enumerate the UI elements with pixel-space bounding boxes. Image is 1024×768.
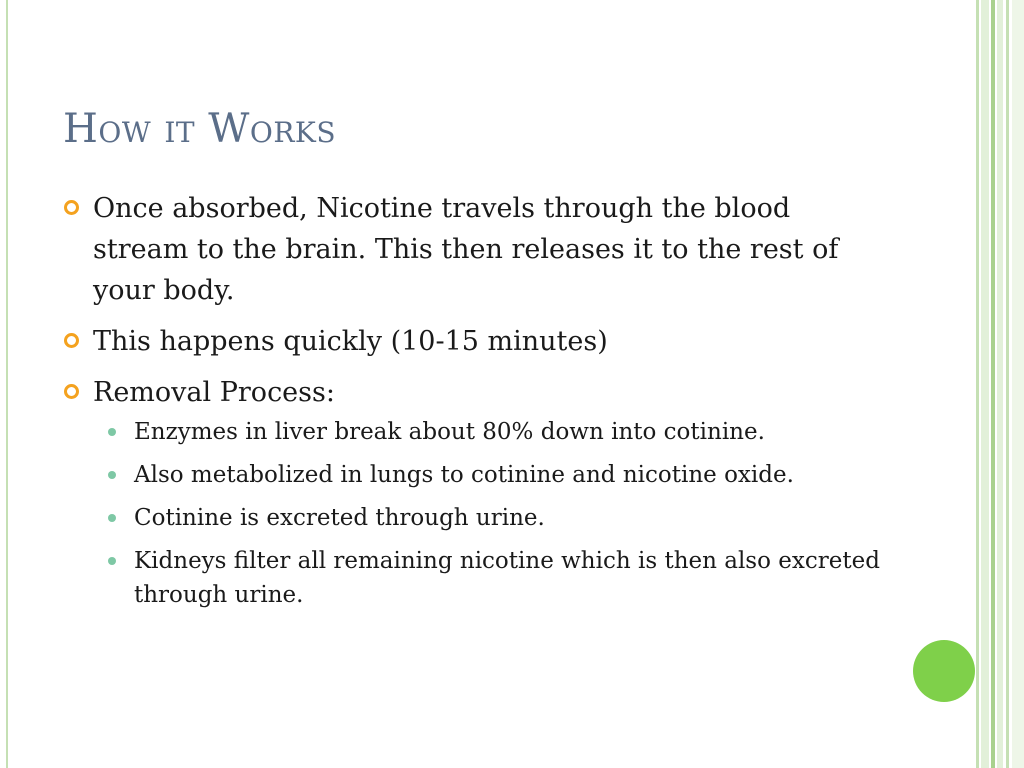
ring-bullet-icon bbox=[64, 333, 79, 348]
bullet-item bbox=[64, 372, 884, 413]
right-stripe-4 bbox=[997, 0, 1003, 768]
left-border-line bbox=[6, 0, 8, 768]
bullet-item bbox=[64, 188, 884, 311]
sub-bullet-text: Kidneys filter all remaining nicotine which is then also excreted through urine. bbox=[134, 548, 880, 608]
dot-bullet-icon bbox=[108, 428, 116, 436]
bullet-item bbox=[64, 321, 884, 362]
bullet-text: Once absorbed, Nicotine travels through the blood stream to the brain. This then releases it to the rest of your body. bbox=[93, 193, 839, 306]
bullet-text: This happens quickly (10-15 minutes) bbox=[93, 326, 608, 357]
ring-bullet-icon bbox=[64, 200, 79, 215]
sub-bullet-item bbox=[64, 501, 884, 535]
ring-bullet-icon bbox=[64, 384, 79, 399]
right-stripe-3 bbox=[991, 0, 995, 768]
slide-content bbox=[64, 188, 884, 621]
bullet-text: Removal Process: bbox=[93, 377, 335, 408]
decorative-green-circle bbox=[913, 640, 975, 702]
right-stripe-6 bbox=[1012, 0, 1024, 768]
slide-title: How it Works bbox=[63, 106, 337, 152]
dot-bullet-icon bbox=[108, 514, 116, 522]
dot-bullet-icon bbox=[108, 471, 116, 479]
sub-bullet-text: Enzymes in liver break about 80% down into cotinine. bbox=[134, 419, 765, 445]
sub-bullet-item bbox=[64, 415, 884, 449]
dot-bullet-icon bbox=[108, 557, 116, 565]
sub-bullet-list bbox=[64, 415, 884, 612]
right-stripe-5 bbox=[1006, 0, 1009, 768]
right-stripe-1 bbox=[976, 0, 979, 768]
sub-bullet-text: Cotinine is excreted through urine. bbox=[134, 505, 545, 531]
right-stripe-2 bbox=[981, 0, 989, 768]
sub-bullet-item bbox=[64, 458, 884, 492]
sub-bullet-item bbox=[64, 544, 884, 612]
sub-bullet-text: Also metabolized in lungs to cotinine and nicotine oxide. bbox=[134, 462, 794, 488]
